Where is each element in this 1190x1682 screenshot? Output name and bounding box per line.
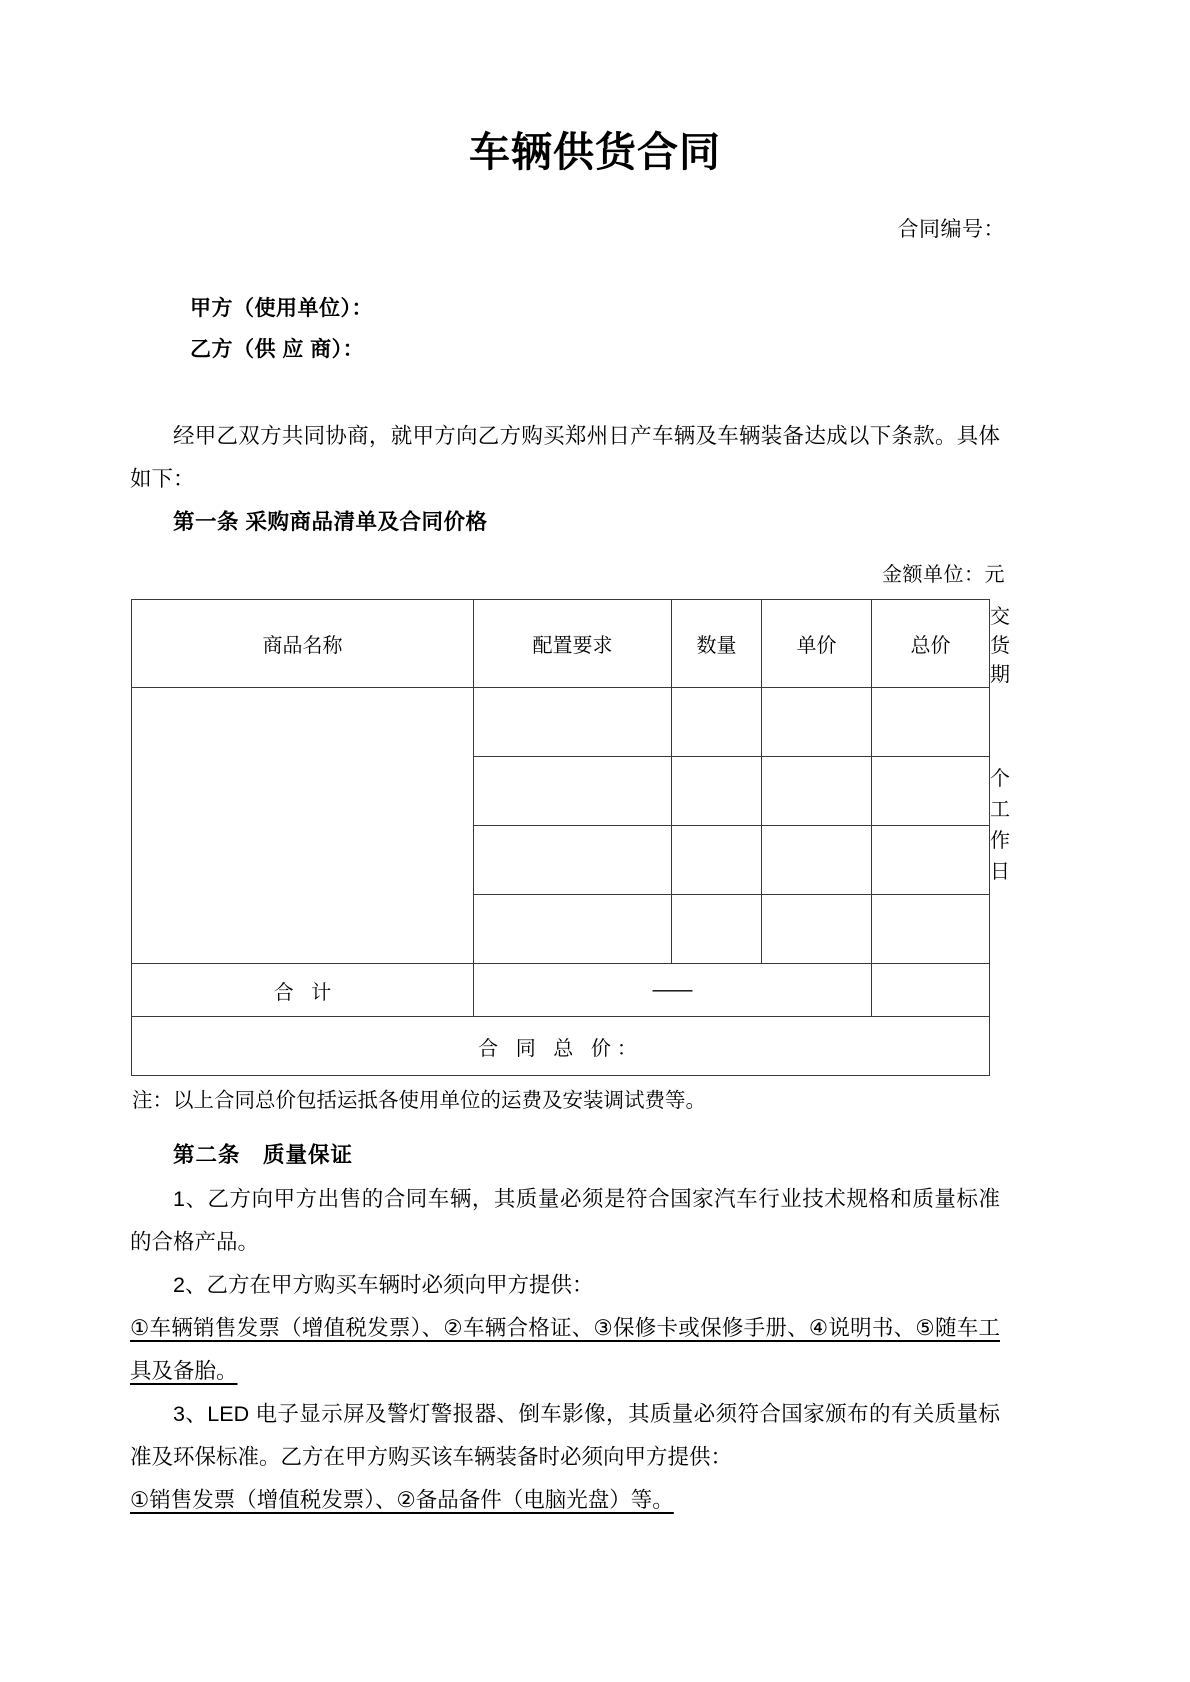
th-goods-name: 商品名称	[132, 600, 474, 688]
cell-unit-price[interactable]	[762, 895, 872, 964]
th-quantity: 数量	[672, 600, 762, 688]
cell-quantity[interactable]	[672, 895, 762, 964]
article-2-heading: 第二条 质量保证	[173, 1143, 354, 1167]
article-1-heading: 第一条 采购商品清单及合同价格	[173, 510, 488, 535]
cell-total-price[interactable]	[872, 757, 990, 826]
cell-config[interactable]	[474, 895, 672, 964]
article-2-item-2: 2、乙方在甲方购买车辆时必须向甲方提供：	[173, 1273, 594, 1298]
article-2-item-3-detail: ①销售发票（增值税发票）、②备品备件（电脑光盘）等。	[130, 1488, 674, 1513]
amount-unit-label: 金额单位：元	[882, 564, 1005, 587]
article-2-item-1: 1、乙方向甲方出售的合同车辆，其质量必须是符合国家汽车行业技术规格和质量标准的合格产品。	[130, 1187, 1000, 1255]
cell-goods-name[interactable]	[132, 688, 474, 964]
cell-total-price[interactable]	[872, 895, 990, 964]
intro-paragraph: 经甲乙双方共同协商，就甲方向乙方购买郑州日产车辆及车辆装备达成以下条款。具体如下：	[130, 424, 1000, 492]
cell-config[interactable]	[474, 757, 672, 826]
grand-total-label[interactable]: 合 同 总 价：	[132, 1017, 990, 1076]
th-unit-price: 单价	[762, 600, 872, 688]
cell-config[interactable]	[474, 826, 672, 895]
party-a-label: 甲方（使用单位）：	[190, 297, 373, 321]
cell-quantity[interactable]	[672, 757, 762, 826]
cell-unit-price[interactable]	[762, 688, 872, 757]
table-row: 个 工作日	[132, 688, 990, 757]
subtotal-label: 合 计	[132, 964, 474, 1017]
th-config: 配置要求	[474, 600, 672, 688]
cell-config[interactable]	[474, 688, 672, 757]
parties-block	[0, 243, 1190, 371]
cell-quantity[interactable]	[672, 688, 762, 757]
table-grand-total-row	[132, 1017, 990, 1076]
subtotal-value[interactable]	[872, 964, 990, 1017]
article-2-item-2-detail: ①车辆销售发票（增值税发票）、②车辆合格证、③保修卡或保修手册、④说明书、⑤随车工具及备胎。	[130, 1316, 1000, 1384]
goods-table-wrapper	[0, 587, 1190, 1076]
cell-unit-price[interactable]	[762, 826, 872, 895]
party-b-label: 乙方（供 应 商）：	[190, 338, 365, 362]
table-note: 注：以上合同总价包括运抵各使用单位的运费及安装调试费等。	[132, 1089, 706, 1113]
table-subtotal-row	[132, 964, 990, 1017]
cell-unit-price[interactable]	[762, 757, 872, 826]
subtotal-dash: ——	[474, 964, 872, 1017]
contract-number-label: 合同编号：	[897, 218, 1005, 242]
table-header-row: 商品名称 配置要求 数量 单价 总价 交货期	[132, 600, 990, 688]
th-total-price: 总价	[872, 600, 990, 688]
page-title: 车辆供货合同	[469, 129, 721, 175]
cell-total-price[interactable]	[872, 688, 990, 757]
goods-table	[131, 599, 1010, 1076]
cell-total-price[interactable]	[872, 826, 990, 895]
article-2-item-3: 3、LED 电子显示屏及警灯警报器、倒车影像，其质量必须符合国家颁布的有关质量标准及环保标准。乙方在甲方购买该车辆装备时必须向甲方提供：	[130, 1402, 1000, 1470]
cell-quantity[interactable]	[672, 826, 762, 895]
